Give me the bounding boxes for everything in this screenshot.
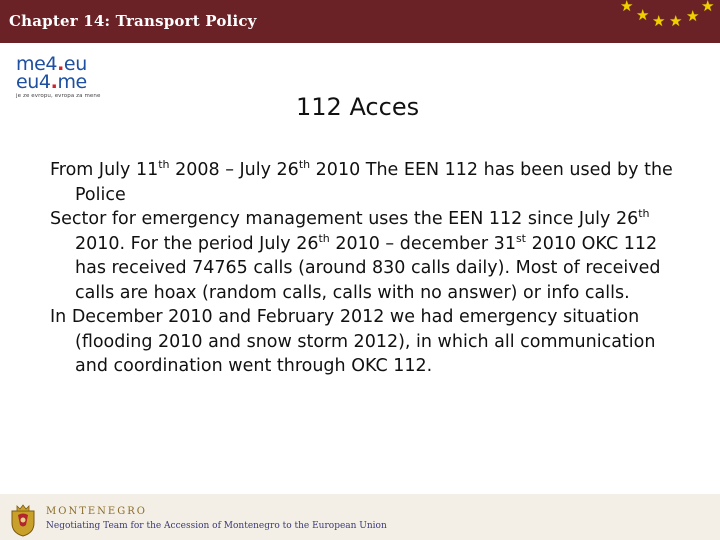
ordinal-suffix: st xyxy=(515,231,526,245)
ordinal-suffix: th xyxy=(638,207,650,221)
header-bar xyxy=(0,0,720,43)
paragraph-text: 2010 OKC 112 has received 74765 calls (around 830 calls daily). Most of received calls are hoax (random calls, calls with no answer) or info calls. xyxy=(75,233,661,303)
paragraph-text: 2010. For the period July 26 xyxy=(75,233,319,254)
logo-text: me4 xyxy=(16,53,58,75)
logo-text: eu4 xyxy=(16,71,51,93)
footer-country: MONTENEGRO xyxy=(46,506,147,517)
ordinal-suffix: th xyxy=(158,158,170,172)
star-icon: ★ xyxy=(686,7,700,25)
footer-subtitle: Negotiating Team for the Accession of Montenegro to the European Union xyxy=(46,521,387,531)
logo-line-2 xyxy=(16,73,106,91)
body-paragraph xyxy=(50,305,690,379)
coat-of-arms-icon xyxy=(8,503,38,537)
paragraph-text: Sector for emergency management uses the EEN 112 since July 26 xyxy=(50,209,639,229)
footer-band xyxy=(0,494,720,540)
body-paragraph xyxy=(50,158,690,207)
star-icon: ★ xyxy=(636,6,650,24)
logo-accent: . xyxy=(50,71,58,93)
paragraph-text: 2010 The EEN 112 has been used by the Police xyxy=(75,160,673,205)
slide-body xyxy=(50,158,690,379)
paragraph-text: From July 11 xyxy=(50,160,159,180)
slide-title: 112 Acces xyxy=(296,93,420,121)
logo-text: eu xyxy=(63,53,87,75)
ordinal-suffix: th xyxy=(318,231,330,245)
star-icon: ★ xyxy=(701,0,715,15)
logo-tagline: je ze evropu, evropa za mene xyxy=(16,93,101,99)
star-icon: ★ xyxy=(620,0,634,15)
body-paragraph xyxy=(50,207,690,305)
star-icon: ★ xyxy=(652,12,666,30)
me4eu-logo xyxy=(16,55,106,97)
paragraph-text: 2010 – december 31 xyxy=(329,233,516,254)
paragraph-text: In December 2010 and February 2012 we had emergency situation (flooding 2010 and snow storm 2012), in which all communication and coordination went through OKC 112. xyxy=(50,307,656,376)
paragraph-text: 2008 – July 26 xyxy=(169,160,299,180)
ordinal-suffix: th xyxy=(298,158,311,172)
star-icon: ★ xyxy=(669,12,683,30)
chapter-title: Chapter 14: Transport Policy xyxy=(9,12,257,30)
logo-accent: . xyxy=(57,53,64,75)
logo-text: me xyxy=(57,71,87,93)
